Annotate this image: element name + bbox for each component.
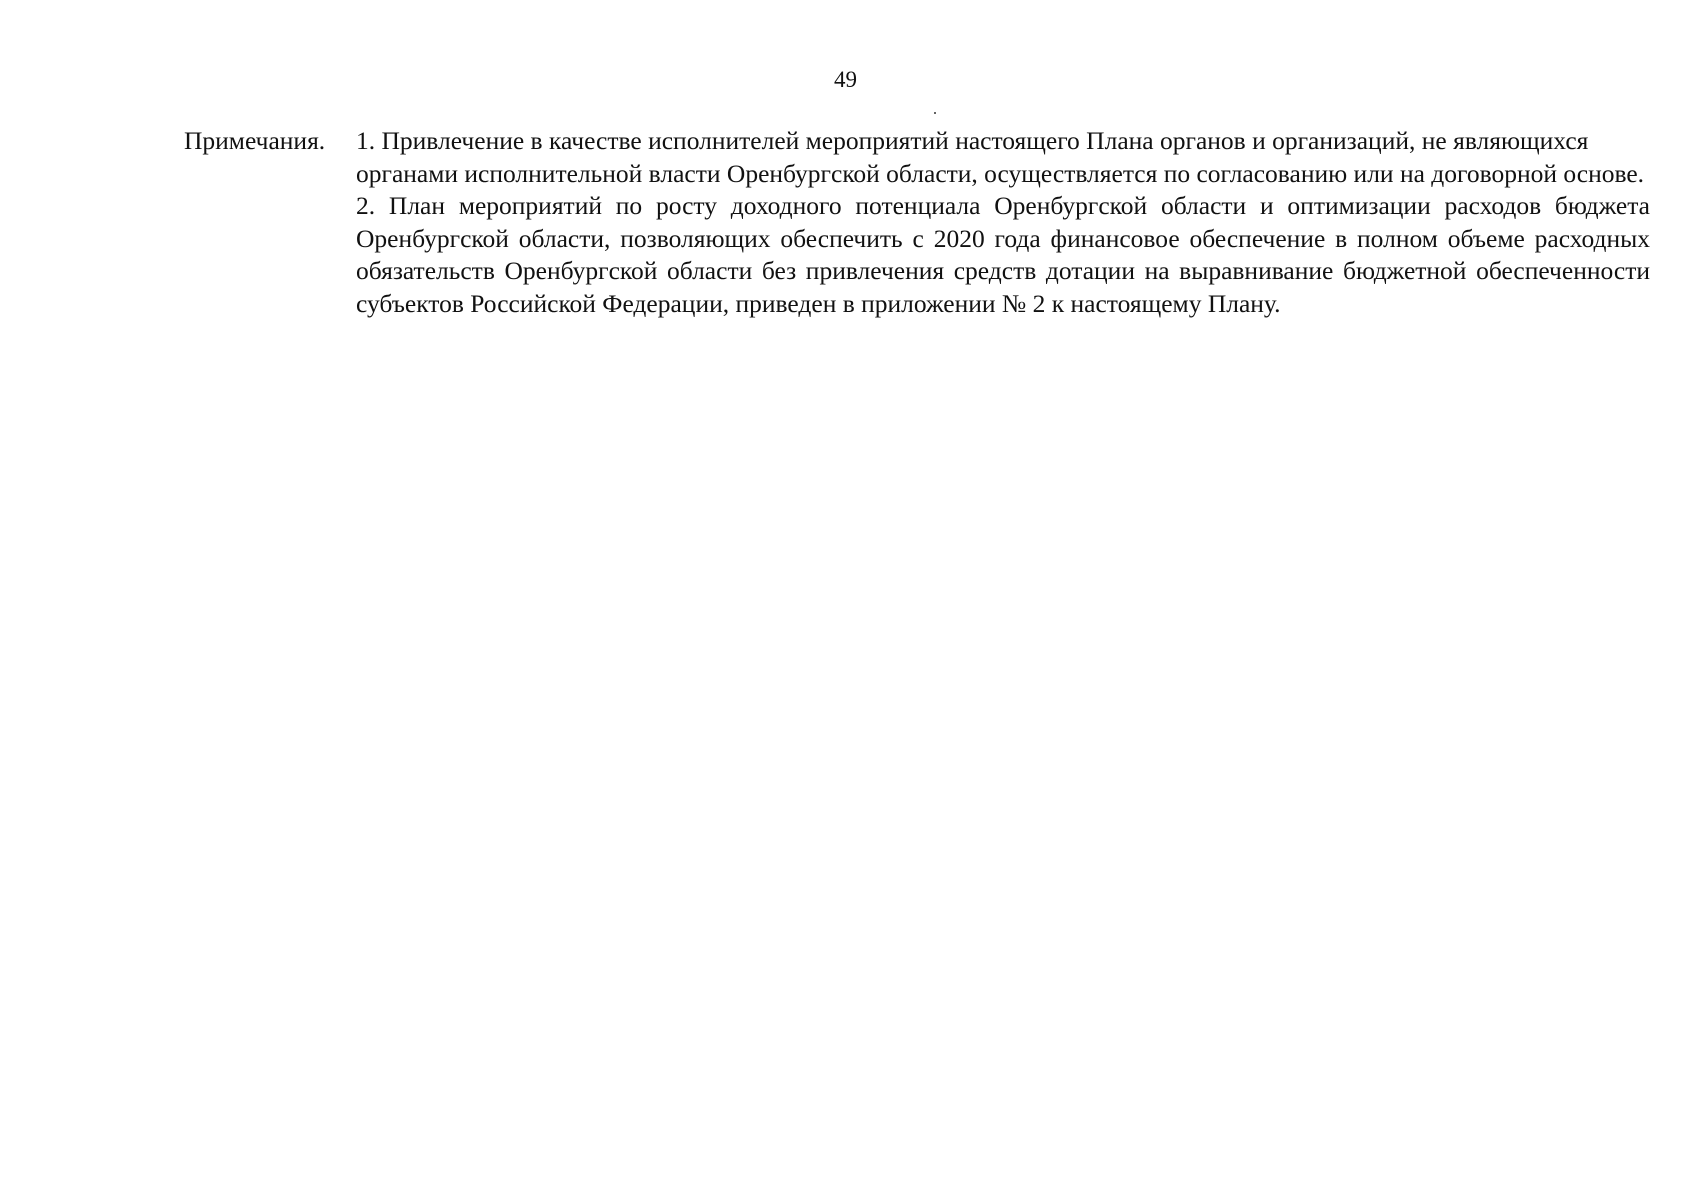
- note-1: 1. Привлечение в качестве исполнителей мероприятий настоящего Плана органов и организаций, не являющихся органами исполнительной власти Оренбургской области, осуществляется по согласованию или на договорной основе.: [356, 126, 1645, 188]
- page-number: 49: [834, 67, 857, 92]
- notes-body: [356, 125, 1650, 320]
- scan-speck: [934, 112, 936, 114]
- note-2: 2. План мероприятий по росту доходного потенциала Оренбургской области и оптимизации расходов бюджета Оренбургской области, позволяющих обеспечить с 2020 года финансовое обеспечение в полном объеме расходных обязательств Оренбургской области без привлечения средств дотации на выравнивание бюджетной обеспеченности субъектов Российской Федерации, приведен в приложении № 2 к настоящему Плану.: [356, 191, 1650, 318]
- notes-label: Примечания.: [184, 126, 326, 155]
